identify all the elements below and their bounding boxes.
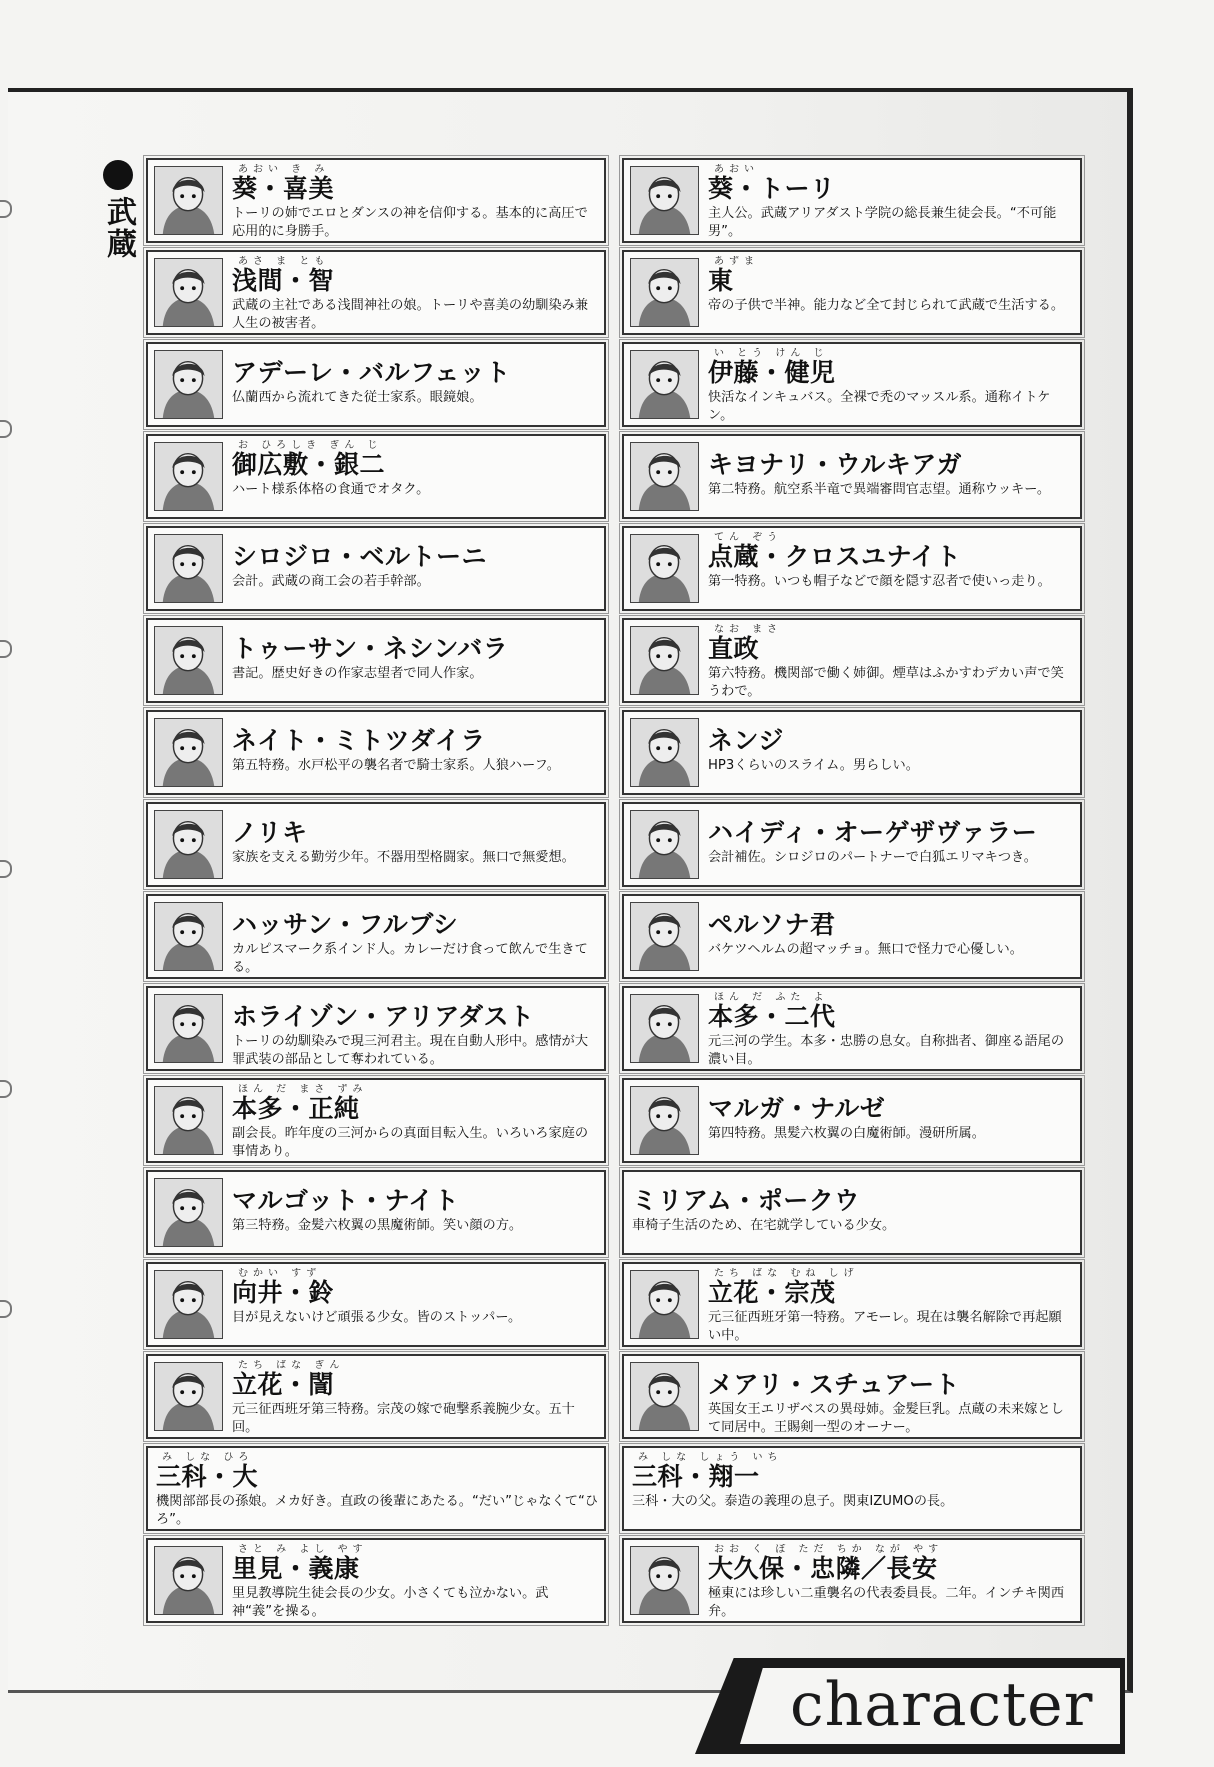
character-portrait <box>630 810 699 879</box>
character-portrait <box>154 166 223 235</box>
character-name: 浅間・智 <box>232 266 335 295</box>
character-description: 副会長。昨年度の三河からの真面目転入生。いろいろ家庭の事情あり。 <box>232 1126 589 1159</box>
character-description: カルピスマーク系インド人。カレーだけ食って飲んで生きてる。 <box>232 942 588 975</box>
character-portrait <box>630 1362 699 1431</box>
character-name: ペルソナ君 <box>708 910 836 939</box>
character-card <box>622 618 1082 703</box>
character-card <box>146 1078 606 1163</box>
character-name: シロジロ・ベルトーニ <box>232 542 488 571</box>
character-description: 帝の子供で半神。能力など全て封じられて武蔵で生活する。 <box>708 298 1065 313</box>
character-description: 元三河の学生。本多・忠勝の息女。自称拙者、御座る語尾の濃い目。 <box>708 1034 1065 1067</box>
character-card <box>146 434 606 519</box>
character-portrait <box>154 1270 223 1339</box>
character-name: 里見・義康 <box>232 1554 360 1583</box>
character-name: ノリキ <box>232 818 308 847</box>
character-description: 元三征西班牙第三特務。宗茂の嫁で砲撃系義腕少女。五十回。 <box>232 1402 575 1435</box>
character-portrait <box>154 350 223 419</box>
character-card <box>622 158 1082 243</box>
character-portrait <box>154 994 223 1063</box>
character-card <box>146 1170 606 1255</box>
character-description: 快活なインキュバス。全裸で禿のマッスル系。通称イトケン。 <box>708 390 1051 423</box>
character-portrait <box>630 1086 699 1155</box>
character-name: 点蔵・クロスユナイト <box>708 542 962 571</box>
character-portrait <box>154 902 223 971</box>
character-portrait <box>630 442 699 511</box>
character-portrait <box>630 994 699 1063</box>
character-portrait <box>630 1270 699 1339</box>
character-ruby: たち ばな ぎん <box>238 1360 345 1371</box>
character-name: 伊藤・健児 <box>708 358 836 387</box>
character-card <box>622 434 1082 519</box>
character-card <box>622 1262 1082 1347</box>
character-card <box>622 1354 1082 1439</box>
character-card <box>146 986 606 1071</box>
character-name: マルガ・ナルゼ <box>708 1094 886 1123</box>
character-description: 武蔵の主社である浅間神社の娘。トーリや喜美の幼馴染み兼人生の被害者。 <box>232 298 589 331</box>
character-name: 東 <box>708 266 734 295</box>
character-portrait <box>630 1546 699 1615</box>
character-portrait <box>630 718 699 787</box>
character-name: 直政 <box>708 634 760 663</box>
character-description: 書記。歴史好きの作家志望者で同人作家。 <box>232 666 483 681</box>
character-description: ハート様系体格の食通でオタク。 <box>232 482 430 497</box>
character-name: 御広敷・銀二 <box>232 450 386 479</box>
character-ruby: ほん だ ふた よ <box>714 992 829 1003</box>
character-portrait <box>630 902 699 971</box>
character-portrait <box>154 442 223 511</box>
character-card <box>622 342 1082 427</box>
character-ruby: あさ ま とも <box>238 256 330 267</box>
section-label: 武蔵 <box>101 196 136 260</box>
character-card <box>146 1354 606 1439</box>
character-description: 極東には珍しい二重襲名の代表委員長。二年。インチキ関西弁。 <box>708 1586 1065 1619</box>
character-ruby: さと み よし やす <box>238 1544 368 1555</box>
character-card <box>146 710 606 795</box>
character-description: 会計補佐。シロジロのパートナーで白狐エリマキつき。 <box>708 850 1037 865</box>
character-card <box>622 1446 1082 1531</box>
character-card <box>622 1170 1082 1255</box>
character-card <box>146 1538 606 1623</box>
character-description: 第三特務。金髪六枚翼の黒魔術師。笑い顔の方。 <box>232 1218 523 1233</box>
character-description: 会計。武蔵の商工会の若手幹部。 <box>232 574 430 589</box>
character-name: メアリ・スチュアート <box>708 1370 961 1399</box>
character-name: ハイディ・オーゲザヴァラー <box>708 818 1038 847</box>
character-description: 第六特務。機関部で働く姉御。煙草はふかすわデカい声で笑うわで。 <box>708 666 1064 699</box>
character-description: トーリの幼馴染みで現三河君主。現在自動人形中。感情が大罪武装の部品として奪われている。 <box>232 1034 589 1067</box>
character-portrait <box>154 1546 223 1615</box>
character-description: 家族を支える勤労少年。不器用型格闘家。無口で無愛想。 <box>232 850 575 865</box>
character-ruby: てん ぞう <box>714 532 783 543</box>
character-portrait <box>154 810 223 879</box>
character-ruby: お ひろしき ぎん じ <box>238 440 383 451</box>
character-description: 第五特務。水戸松平の襲名者で騎士家系。人狼ハーフ。 <box>232 758 560 773</box>
character-name: 本多・二代 <box>708 1002 836 1031</box>
character-description: 第一特務。いつも帽子などで顔を隠す忍者で使いっ走り。 <box>708 574 1051 589</box>
character-name: 向井・鈴 <box>232 1278 335 1307</box>
bullet-icon <box>103 160 133 190</box>
character-description: 機関部部長の孫娘。メカ好き。直政の後輩にあたる。“だい”じゃなくて“ひろ”。 <box>156 1494 598 1527</box>
character-ruby: おお く ぼ ただ ちか なが やす <box>714 1544 944 1555</box>
character-portrait <box>630 350 699 419</box>
character-name: 立花・宗茂 <box>708 1278 836 1307</box>
character-description: 目が見えないけど頑張る少女。皆のストッパー。 <box>232 1310 522 1325</box>
character-card <box>622 710 1082 795</box>
character-portrait <box>154 1086 223 1155</box>
character-description: HP3くらいのスライム。男らしい。 <box>708 758 919 773</box>
character-name: ミリアム・ポークウ <box>632 1186 860 1215</box>
character-ruby: あおい き み <box>238 164 330 175</box>
character-ruby: たち ばな むね しげ <box>714 1268 859 1279</box>
character-name: マルゴット・ナイト <box>232 1186 460 1215</box>
character-card <box>146 618 606 703</box>
character-name: 三科・翔一 <box>632 1462 760 1491</box>
character-description: 元三征西班牙第一特務。アモーレ。現在は襲名解除で再起願い中。 <box>708 1310 1062 1343</box>
character-portrait <box>154 626 223 695</box>
character-ruby: なお まさ <box>714 624 783 635</box>
character-card <box>146 802 606 887</box>
character-description: 第四特務。黒髪六枚翼の白魔術師。漫研所属。 <box>708 1126 985 1141</box>
character-name: 葵・トーリ <box>708 174 836 203</box>
character-name: 大久保・忠隣／長安 <box>708 1554 938 1583</box>
character-name: ネンジ <box>708 726 784 755</box>
character-name: 三科・大 <box>156 1462 259 1491</box>
character-ruby: い とう けん じ <box>714 348 829 359</box>
character-card <box>622 986 1082 1071</box>
character-card <box>146 250 606 335</box>
character-description: バケツヘルムの超マッチョ。無口で怪力で心優しい。 <box>708 942 1023 957</box>
character-portrait <box>154 534 223 603</box>
character-description: 英国女王エリザベスの異母姉。金髪巨乳。点蔵の未来嫁として同居中。王賜剣一型のオーナー。 <box>708 1402 1064 1435</box>
character-portrait <box>154 1178 223 1247</box>
character-card <box>622 1078 1082 1163</box>
character-name: 本多・正純 <box>232 1094 360 1123</box>
character-description: 里見教導院生徒会長の少女。小さくても泣かない。武神“義”を操る。 <box>232 1586 549 1619</box>
character-ruby: あおい <box>714 164 759 175</box>
character-card <box>146 526 606 611</box>
character-name: 葵・喜美 <box>232 174 335 203</box>
character-card <box>146 342 606 427</box>
character-ruby: み しな ひろ <box>162 1452 254 1463</box>
character-name: ネイト・ミトツダイラ <box>232 726 486 755</box>
character-portrait <box>154 1362 223 1431</box>
character-description: 主人公。武蔵アリアダスト学院の総長兼生徒会長。“不可能男”。 <box>708 206 1057 239</box>
character-card <box>146 894 606 979</box>
character-ruby: み しな しょう いち <box>638 1452 783 1463</box>
character-name: 立花・誾 <box>232 1370 335 1399</box>
character-description: 第二特務。航空系半竜で異端審問官志望。通称ウッキー。 <box>708 482 1051 497</box>
character-portrait <box>154 718 223 787</box>
character-ruby: あずま <box>714 256 759 267</box>
character-card <box>622 802 1082 887</box>
character-portrait <box>630 534 699 603</box>
character-portrait <box>630 166 699 235</box>
character-ruby: ほん だ まさ ずみ <box>238 1084 368 1095</box>
character-description: 仏蘭西から流れてきた従士家系。眼鏡娘。 <box>232 390 483 405</box>
character-portrait <box>154 258 223 327</box>
character-description: トーリの姉でエロとダンスの神を信仰する。基本的に高圧で応用的に身勝手。 <box>232 206 588 239</box>
character-card <box>622 250 1082 335</box>
character-card <box>146 1446 606 1531</box>
character-card <box>622 894 1082 979</box>
character-portrait <box>630 626 699 695</box>
character-name: ホライゾン・アリアダスト <box>232 1002 535 1031</box>
character-name: ハッサン・フルブシ <box>232 910 459 939</box>
character-description: 車椅子生活のため、在宅就学している少女。 <box>632 1218 896 1233</box>
section-marker <box>100 160 136 260</box>
character-card <box>146 158 606 243</box>
character-name: キヨナリ・ウルキアガ <box>708 450 963 479</box>
character-ruby: むかい すず <box>238 1268 322 1279</box>
character-card <box>622 1538 1082 1623</box>
character-portrait <box>630 258 699 327</box>
character-name: アデーレ・バルフェット <box>232 358 511 387</box>
footer-title: character <box>790 1670 1094 1740</box>
character-card <box>622 526 1082 611</box>
character-grid <box>146 158 1082 1623</box>
character-name: トゥーサン・ネシンバラ <box>232 634 509 663</box>
character-card <box>146 1262 606 1347</box>
character-description: 三科・大の父。泰造の義理の息子。関東IZUMOの長。 <box>632 1494 954 1509</box>
